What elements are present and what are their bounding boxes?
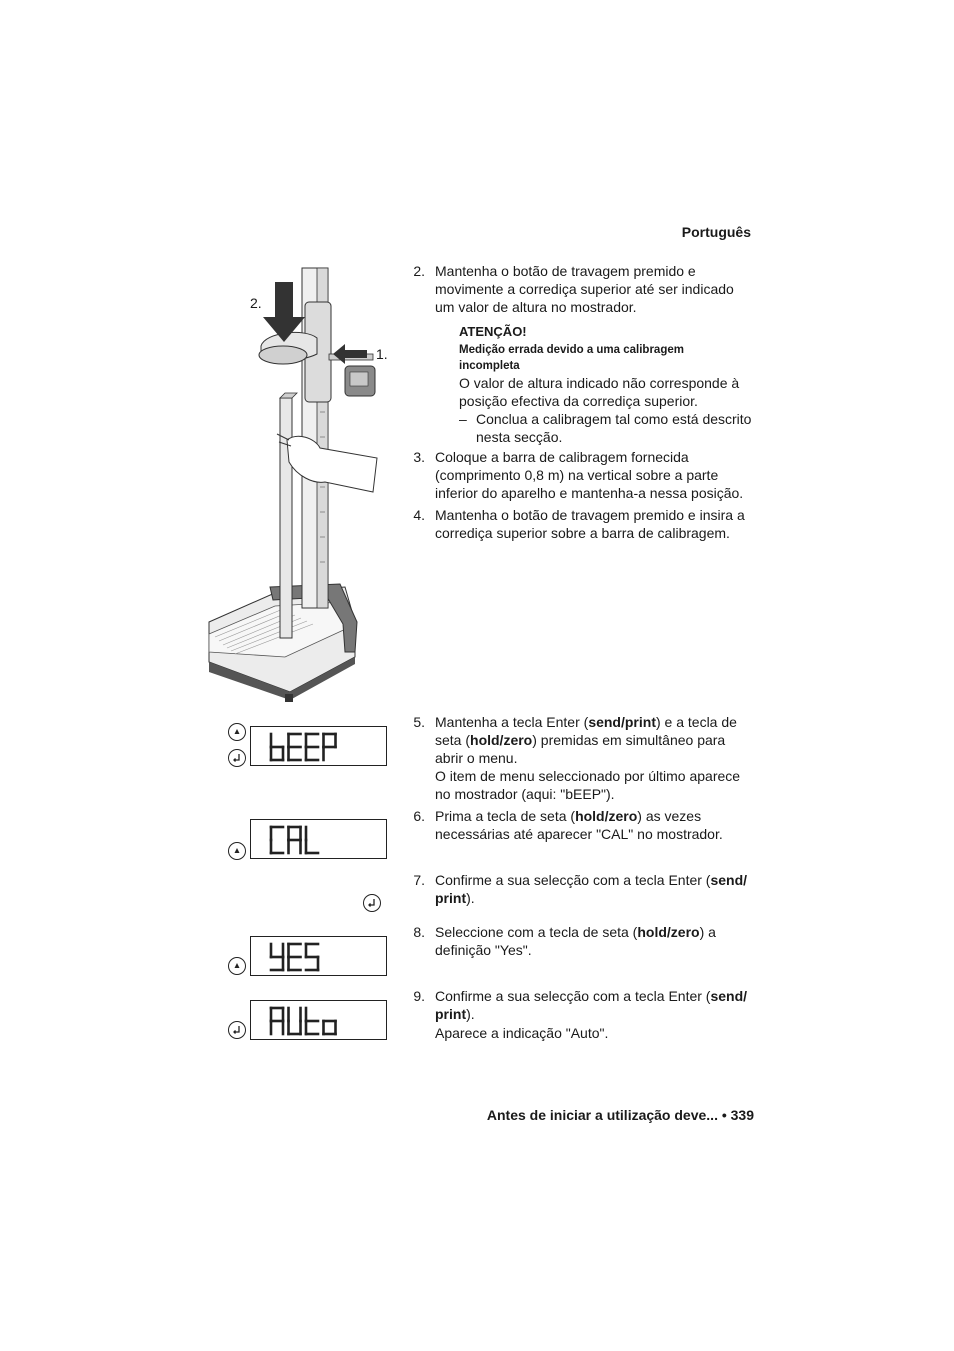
step-text-5: Mantenha a tecla Enter (send/print) e a tecla de seta (hold/zero) premidas em simultâneo para abrir o menu. xyxy=(435,714,737,766)
figure-label-1: 1. xyxy=(376,346,388,362)
step-extra-9: Aparece a indicação "Auto". xyxy=(435,1025,609,1041)
enter-key-icon xyxy=(228,749,246,767)
warning-dash: – xyxy=(459,411,467,427)
lcd-text xyxy=(271,734,336,760)
lcd-display-auto xyxy=(250,1000,387,1040)
step-text-7: Confirme a sua selecção com a tecla Enter (send/ print). xyxy=(435,872,748,906)
lcd-segments xyxy=(251,1001,388,1041)
lcd-text xyxy=(271,944,318,970)
arrow-key-icon xyxy=(228,957,246,975)
step-text-2: Mantenha o botão de travagem premido e movimente a corrediça superior até ser indicado um valor de altura no mostrador. xyxy=(435,263,734,315)
step-text-4: Mantenha o botão de travagem premido e insira a corrediça superior sobre a barra de calibragem. xyxy=(435,507,745,541)
warning-subtitle: Medição errada devido a uma calibragem incompleta xyxy=(459,344,684,372)
lcd-segments xyxy=(251,727,388,767)
lcd-segments xyxy=(251,820,388,860)
lcd-text xyxy=(271,827,318,853)
arrow-key-icon xyxy=(228,723,246,741)
lcd-segments xyxy=(251,937,388,977)
step-text-8: Seleccione com a tecla de seta (hold/zero) a definição "Yes". xyxy=(435,924,716,958)
step-number-9: 9. xyxy=(413,988,425,1004)
step-text-6: Prima a tecla de seta (hold/zero) as vezes necessárias até aparecer "CAL" no mostrador. xyxy=(435,808,723,842)
device-illustration xyxy=(205,262,400,708)
step-text-3: Coloque a barra de calibragem fornecida (comprimento 0,8 m) na vertical sobre a parte inferior do aparelho e mantenha-a nessa posição. xyxy=(435,449,744,501)
lcd-text xyxy=(271,1008,336,1034)
language-header: Português xyxy=(681,224,751,240)
step-number-7: 7. xyxy=(413,872,425,888)
step-number-8: 8. xyxy=(413,924,425,940)
step-number-2: 2. xyxy=(413,263,425,279)
lcd-display-beep xyxy=(250,726,387,766)
enter-key-icon xyxy=(363,894,381,912)
lcd-display-yes xyxy=(250,936,387,976)
step-text-9: Confirme a sua selecção com a tecla Enter (send/ print). xyxy=(435,988,748,1022)
warning-title: ATENÇÃO! xyxy=(459,324,527,339)
lcd-display-cal xyxy=(250,819,387,859)
figure-label-2: 2. xyxy=(250,295,262,311)
warning-bullet: Conclua a calibragem tal como está descrito nesta secção. xyxy=(476,411,752,445)
arrow-key-icon xyxy=(228,842,246,860)
warning-body: O valor de altura indicado não corresponde à posição efectiva da corrediça superior. xyxy=(459,375,740,409)
step-extra-5: O item de menu seleccionado por último aparece no mostrador (aqui: "bEEP"). xyxy=(435,768,741,802)
step-number-3: 3. xyxy=(413,449,425,465)
page-footer: Antes de iniciar a utilização deve... • 339 xyxy=(486,1107,754,1123)
enter-key-icon xyxy=(228,1021,246,1039)
step-number-6: 6. xyxy=(413,808,425,824)
step-number-4: 4. xyxy=(413,507,425,523)
step-number-5: 5. xyxy=(413,714,425,730)
